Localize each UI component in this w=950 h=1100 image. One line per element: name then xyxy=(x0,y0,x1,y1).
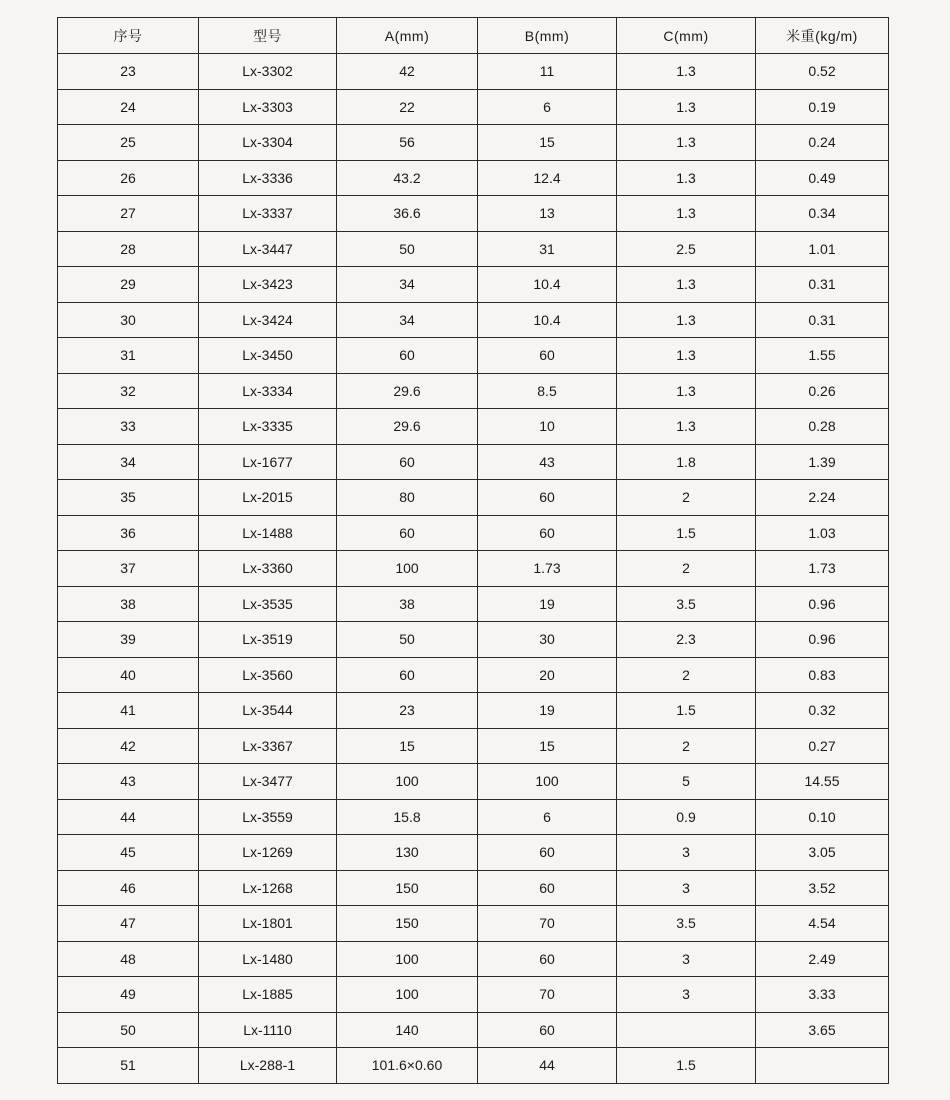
cell-weight: 1.01 xyxy=(756,231,889,267)
cell-weight: 3.05 xyxy=(756,835,889,871)
cell-c: 2 xyxy=(617,657,756,693)
cell-c: 2.5 xyxy=(617,231,756,267)
table-row xyxy=(58,764,889,800)
cell-weight: 0.24 xyxy=(756,125,889,161)
cell-weight: 0.49 xyxy=(756,160,889,196)
cell-a: 36.6 xyxy=(337,196,478,232)
cell-seq: 46 xyxy=(58,870,199,906)
cell-a: 100 xyxy=(337,941,478,977)
header-c-mm: C(mm) xyxy=(617,18,756,54)
cell-c: 5 xyxy=(617,764,756,800)
table-row xyxy=(58,267,889,303)
table-row xyxy=(58,657,889,693)
cell-model: Lx-3367 xyxy=(199,728,337,764)
cell-c: 2 xyxy=(617,551,756,587)
cell-a: 60 xyxy=(337,657,478,693)
table-row xyxy=(58,373,889,409)
cell-weight: 3.33 xyxy=(756,977,889,1013)
cell-weight: 0.31 xyxy=(756,267,889,303)
cell-seq: 34 xyxy=(58,444,199,480)
cell-c: 2 xyxy=(617,480,756,516)
cell-b: 100 xyxy=(478,764,617,800)
cell-c: 1.5 xyxy=(617,515,756,551)
cell-c: 1.3 xyxy=(617,160,756,196)
cell-b: 8.5 xyxy=(478,373,617,409)
cell-a: 15.8 xyxy=(337,799,478,835)
cell-model: Lx-3336 xyxy=(199,160,337,196)
cell-b: 19 xyxy=(478,693,617,729)
cell-b: 44 xyxy=(478,1048,617,1084)
cell-model: Lx-3450 xyxy=(199,338,337,374)
cell-a: 150 xyxy=(337,906,478,942)
cell-model: Lx-1480 xyxy=(199,941,337,977)
cell-seq: 33 xyxy=(58,409,199,445)
cell-a: 60 xyxy=(337,444,478,480)
cell-model: Lx-3335 xyxy=(199,409,337,445)
cell-b: 10 xyxy=(478,409,617,445)
cell-c: 2.3 xyxy=(617,622,756,658)
cell-seq: 32 xyxy=(58,373,199,409)
cell-c: 1.3 xyxy=(617,125,756,161)
cell-model: Lx-3304 xyxy=(199,125,337,161)
cell-seq: 26 xyxy=(58,160,199,196)
table-row xyxy=(58,89,889,125)
cell-weight: 0.96 xyxy=(756,622,889,658)
cell-c: 3 xyxy=(617,870,756,906)
table-body xyxy=(58,54,889,1084)
cell-b: 30 xyxy=(478,622,617,658)
cell-seq: 45 xyxy=(58,835,199,871)
cell-model: Lx-288-1 xyxy=(199,1048,337,1084)
cell-model: Lx-3303 xyxy=(199,89,337,125)
cell-weight: 1.03 xyxy=(756,515,889,551)
cell-weight: 0.52 xyxy=(756,54,889,90)
cell-b: 60 xyxy=(478,941,617,977)
cell-seq: 31 xyxy=(58,338,199,374)
cell-seq: 50 xyxy=(58,1012,199,1048)
cell-b: 13 xyxy=(478,196,617,232)
cell-seq: 41 xyxy=(58,693,199,729)
cell-weight: 0.10 xyxy=(756,799,889,835)
cell-weight: 3.65 xyxy=(756,1012,889,1048)
table-row xyxy=(58,160,889,196)
cell-b: 70 xyxy=(478,906,617,942)
cell-weight: 0.32 xyxy=(756,693,889,729)
cell-c: 1.5 xyxy=(617,693,756,729)
table-row xyxy=(58,622,889,658)
cell-seq: 39 xyxy=(58,622,199,658)
cell-a: 100 xyxy=(337,764,478,800)
cell-weight: 4.54 xyxy=(756,906,889,942)
table-header-row xyxy=(58,18,889,54)
table-row xyxy=(58,799,889,835)
cell-a: 23 xyxy=(337,693,478,729)
cell-c: 1.8 xyxy=(617,444,756,480)
cell-c: 1.3 xyxy=(617,338,756,374)
cell-b: 10.4 xyxy=(478,267,617,303)
cell-model: Lx-3302 xyxy=(199,54,337,90)
cell-weight: 2.24 xyxy=(756,480,889,516)
cell-c: 1.3 xyxy=(617,302,756,338)
table-row xyxy=(58,54,889,90)
cell-b: 43 xyxy=(478,444,617,480)
header-a-mm: A(mm) xyxy=(337,18,478,54)
cell-model: Lx-1801 xyxy=(199,906,337,942)
cell-seq: 30 xyxy=(58,302,199,338)
header-weight: 米重(kg/m) xyxy=(756,18,889,54)
table-row xyxy=(58,409,889,445)
table-row xyxy=(58,906,889,942)
cell-model: Lx-2015 xyxy=(199,480,337,516)
cell-c: 1.3 xyxy=(617,54,756,90)
table-row xyxy=(58,302,889,338)
cell-model: Lx-3334 xyxy=(199,373,337,409)
cell-model: Lx-3519 xyxy=(199,622,337,658)
cell-a: 100 xyxy=(337,551,478,587)
cell-c xyxy=(617,1012,756,1048)
cell-a: 29.6 xyxy=(337,373,478,409)
cell-model: Lx-1268 xyxy=(199,870,337,906)
cell-a: 100 xyxy=(337,977,478,1013)
cell-seq: 25 xyxy=(58,125,199,161)
table-row xyxy=(58,835,889,871)
cell-seq: 28 xyxy=(58,231,199,267)
cell-seq: 37 xyxy=(58,551,199,587)
table-row xyxy=(58,1048,889,1084)
table-row xyxy=(58,728,889,764)
cell-seq: 38 xyxy=(58,586,199,622)
table-row xyxy=(58,515,889,551)
cell-model: Lx-3360 xyxy=(199,551,337,587)
cell-b: 15 xyxy=(478,125,617,161)
cell-b: 1.73 xyxy=(478,551,617,587)
cell-seq: 36 xyxy=(58,515,199,551)
table-row xyxy=(58,196,889,232)
header-model: 型号 xyxy=(199,18,337,54)
table-row xyxy=(58,231,889,267)
cell-weight: 0.34 xyxy=(756,196,889,232)
cell-weight: 0.31 xyxy=(756,302,889,338)
table-row xyxy=(58,693,889,729)
cell-b: 20 xyxy=(478,657,617,693)
cell-b: 19 xyxy=(478,586,617,622)
cell-c: 2 xyxy=(617,728,756,764)
cell-c: 1.3 xyxy=(617,409,756,445)
cell-weight: 0.83 xyxy=(756,657,889,693)
cell-weight: 0.26 xyxy=(756,373,889,409)
table-row xyxy=(58,125,889,161)
table-row xyxy=(58,586,889,622)
spec-sheet xyxy=(57,17,888,1084)
cell-b: 70 xyxy=(478,977,617,1013)
cell-weight xyxy=(756,1048,889,1084)
header-b-mm: B(mm) xyxy=(478,18,617,54)
cell-a: 101.6×0.60 xyxy=(337,1048,478,1084)
cell-c: 3 xyxy=(617,835,756,871)
cell-a: 43.2 xyxy=(337,160,478,196)
cell-b: 12.4 xyxy=(478,160,617,196)
cell-b: 31 xyxy=(478,231,617,267)
cell-seq: 27 xyxy=(58,196,199,232)
cell-weight: 14.55 xyxy=(756,764,889,800)
cell-seq: 47 xyxy=(58,906,199,942)
cell-b: 11 xyxy=(478,54,617,90)
cell-seq: 23 xyxy=(58,54,199,90)
cell-c: 1.3 xyxy=(617,373,756,409)
cell-a: 150 xyxy=(337,870,478,906)
cell-weight: 3.52 xyxy=(756,870,889,906)
cell-a: 34 xyxy=(337,302,478,338)
cell-a: 50 xyxy=(337,622,478,658)
cell-c: 1.3 xyxy=(617,196,756,232)
cell-c: 1.3 xyxy=(617,89,756,125)
cell-a: 50 xyxy=(337,231,478,267)
cell-b: 15 xyxy=(478,728,617,764)
cell-weight: 1.55 xyxy=(756,338,889,374)
cell-model: Lx-3424 xyxy=(199,302,337,338)
table-row xyxy=(58,444,889,480)
cell-seq: 40 xyxy=(58,657,199,693)
table-row xyxy=(58,870,889,906)
cell-model: Lx-3337 xyxy=(199,196,337,232)
cell-b: 60 xyxy=(478,870,617,906)
table-row xyxy=(58,338,889,374)
cell-c: 0.9 xyxy=(617,799,756,835)
cell-seq: 44 xyxy=(58,799,199,835)
cell-b: 60 xyxy=(478,835,617,871)
cell-a: 29.6 xyxy=(337,409,478,445)
cell-b: 6 xyxy=(478,799,617,835)
cell-a: 60 xyxy=(337,515,478,551)
cell-model: Lx-1885 xyxy=(199,977,337,1013)
cell-model: Lx-1488 xyxy=(199,515,337,551)
cell-c: 1.3 xyxy=(617,267,756,303)
cell-c: 3.5 xyxy=(617,586,756,622)
table-row xyxy=(58,977,889,1013)
cell-a: 130 xyxy=(337,835,478,871)
cell-a: 42 xyxy=(337,54,478,90)
table-row xyxy=(58,480,889,516)
cell-model: Lx-3535 xyxy=(199,586,337,622)
cell-weight: 0.96 xyxy=(756,586,889,622)
cell-b: 60 xyxy=(478,338,617,374)
cell-a: 56 xyxy=(337,125,478,161)
cell-b: 60 xyxy=(478,1012,617,1048)
cell-b: 6 xyxy=(478,89,617,125)
cell-seq: 35 xyxy=(58,480,199,516)
cell-seq: 24 xyxy=(58,89,199,125)
table-row xyxy=(58,1012,889,1048)
cell-weight: 1.73 xyxy=(756,551,889,587)
cell-weight: 0.19 xyxy=(756,89,889,125)
cell-seq: 29 xyxy=(58,267,199,303)
cell-b: 60 xyxy=(478,480,617,516)
cell-c: 3 xyxy=(617,941,756,977)
cell-model: Lx-3477 xyxy=(199,764,337,800)
cell-a: 80 xyxy=(337,480,478,516)
cell-a: 34 xyxy=(337,267,478,303)
cell-model: Lx-1269 xyxy=(199,835,337,871)
cell-model: Lx-3447 xyxy=(199,231,337,267)
cell-model: Lx-1110 xyxy=(199,1012,337,1048)
table-row xyxy=(58,551,889,587)
cell-model: Lx-1677 xyxy=(199,444,337,480)
cell-a: 140 xyxy=(337,1012,478,1048)
cell-c: 3 xyxy=(617,977,756,1013)
cell-a: 15 xyxy=(337,728,478,764)
cell-c: 3.5 xyxy=(617,906,756,942)
header-seq: 序号 xyxy=(58,18,199,54)
cell-seq: 49 xyxy=(58,977,199,1013)
cell-model: Lx-3423 xyxy=(199,267,337,303)
cell-b: 60 xyxy=(478,515,617,551)
cell-weight: 2.49 xyxy=(756,941,889,977)
cell-weight: 1.39 xyxy=(756,444,889,480)
cell-seq: 43 xyxy=(58,764,199,800)
cell-seq: 48 xyxy=(58,941,199,977)
cell-a: 60 xyxy=(337,338,478,374)
cell-c: 1.5 xyxy=(617,1048,756,1084)
cell-model: Lx-3560 xyxy=(199,657,337,693)
cell-seq: 51 xyxy=(58,1048,199,1084)
cell-model: Lx-3559 xyxy=(199,799,337,835)
cell-weight: 0.28 xyxy=(756,409,889,445)
cell-weight: 0.27 xyxy=(756,728,889,764)
spec-table xyxy=(57,17,889,1084)
cell-a: 38 xyxy=(337,586,478,622)
cell-model: Lx-3544 xyxy=(199,693,337,729)
cell-seq: 42 xyxy=(58,728,199,764)
cell-b: 10.4 xyxy=(478,302,617,338)
cell-a: 22 xyxy=(337,89,478,125)
table-row xyxy=(58,941,889,977)
